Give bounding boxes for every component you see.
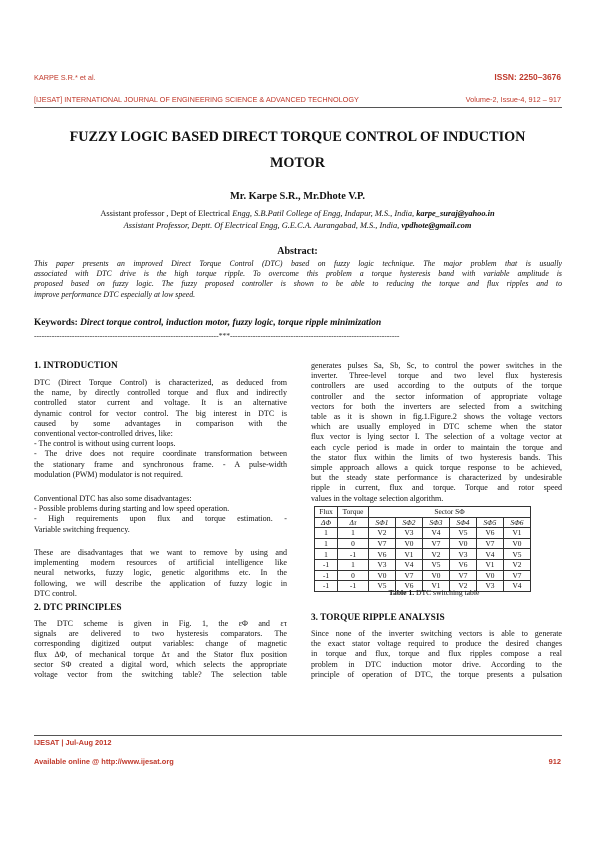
table-subheader: SΦ2 [396,517,423,528]
text-line: DTC control. [34,588,77,598]
keywords-text: Direct torque control, induction motor, fuzzy logic, torque ripple minimization [80,318,382,328]
table-header-sector: Sector SΦ [369,507,531,518]
table-cell: V4 [504,581,531,592]
volume-info: Volume-2, Issue-4, 912 – 917 [465,95,561,104]
table-cell: V5 [369,581,396,592]
title-line-2: MOTOR [270,155,325,171]
text-line: signals are delivered to two hysteresis comparators. The [34,629,287,639]
text-line: neural networks, fuzzy logic, genetic algorithms etc. In the [34,568,287,578]
text-line: controller and the sector information of appropriate voltage [311,391,562,401]
text-line: simple approach allows a quick torque response to be achieved, [311,463,562,473]
table-cell: 1 [338,528,369,539]
text-line: values in the voltage selection algorithm. [311,493,444,503]
keywords [34,318,381,328]
text-line: implementing modern resources of artificial intelligence like [34,558,287,568]
table-header-flux: Flux [315,507,338,518]
text-line: vectors for both the inverters are selected from a switching [311,401,562,411]
text-line: ripple in current, flux and torque. Torque and rotor speed [311,483,562,493]
text-line: which are usually employed in DTC scheme when the stator [311,422,562,432]
table-cell: -1 [315,581,338,592]
text-line: caused by some advantages in comparison with the [34,418,287,428]
email-link-1[interactable]: karpe_suraj@yahoo.in [416,209,495,218]
text-line: principle of operation of DTC, the torque presents a pulsation [311,669,562,679]
text-line: sector SΦ created a digital word, which selects the appropriate [34,659,287,669]
table-cell: V6 [396,581,423,592]
text-line: These are disadvantages that we want to remove by using and [34,548,287,557]
text-line: conventional vector-controlled drives, like: [34,429,173,439]
text-line: Variable switching frequency. [34,524,130,534]
table-row [315,538,531,549]
table-cell: V4 [423,528,450,539]
text-line: the exact stator voltage required to produce the desired changes [311,639,562,649]
text-line: following, we will describe the application of fuzzy logic in [34,578,287,588]
section-2-heading: 2. DTC PRINCIPLES [34,603,122,613]
section-1-heading: 1. INTRODUCTION [34,361,118,371]
table-cell: V6 [450,559,477,570]
text-line: inverter. Three-level torque and two level flux hysteresis [311,371,562,381]
table-cell: V2 [423,549,450,560]
text-line: controllers are used according to the outputs of the torque [311,381,562,391]
email-link-2[interactable]: vpdhote@gmail.com [401,221,472,230]
text-line: dynamic control for vector control. The big interest in DTC is [34,408,287,418]
table-cell: V0 [423,570,450,581]
text-line: generates pulses Sa, Sb, Sc, to control the power switches in the [311,361,562,370]
table-cell: V1 [477,559,504,570]
table-subheader: SΦ6 [504,517,531,528]
table-subheader: SΦ4 [450,517,477,528]
footer-issue: IJESAT | Jul-Aug 2012 [34,738,112,747]
table-cell: V4 [477,549,504,560]
abstract-line: proposed based on fuzzy logic. The fuzzy proposed controller is shown to be able to reducing the torque and flux ripples and to [34,279,562,289]
text-line: flux vector is lying sector I. The selection of a voltage vector at [311,432,562,442]
table-cell: V2 [504,559,531,570]
text-line: Since none of the inverter switching vectors is able to generate [311,629,562,638]
table-row [315,549,531,560]
table-cell: -1 [315,559,338,570]
affiliation-2 [30,221,565,230]
switching-table [314,506,531,592]
journal-name: [IJESAT] INTERNATIONAL JOURNAL OF ENGINEERING SCIENCE & ADVANCED TECHNOLOGY [34,95,359,104]
text-line: each cycle period is made in order to maintain the torque and [311,442,562,452]
keywords-label: Keywords: [34,318,81,328]
text-line: the name, by directly controlled torque and flux and indirectly [34,388,287,398]
text-line: - High requirements upon flux and torque estimation. - [34,514,287,524]
text-line: The DTC scheme is given in Fig. 1, the εΦ and ετ [34,619,287,628]
affiliation-2-dept: Assistant Professor, Deptt. Of Electrical Engg, G.E.C.A. Aurangabad, M.S., India, [123,221,402,230]
text-line: corresponding digitized output variables: change of magnetic [34,639,287,649]
table-cell: V0 [450,538,477,549]
table-cell: V0 [477,570,504,581]
table-cell: V1 [504,528,531,539]
table-cell: V6 [369,549,396,560]
table-cell: V7 [504,570,531,581]
text-line: in torque and flux, torque and flux ripples compose a real [311,649,562,659]
table-subheader: SΦ3 [423,517,450,528]
table-cell: V0 [396,538,423,549]
table-cell: V5 [450,528,477,539]
table-cell: V7 [450,570,477,581]
header-rule [34,107,562,108]
table-cell: V4 [396,559,423,570]
table-caption-text: DTC switching table [414,588,480,597]
section-1-para-3 [34,548,287,599]
text-line: modulation (PWM) modulator is not required. [34,469,183,479]
table-cell: 1 [315,538,338,549]
text-line: - Possible problems during starting and low speed operation. [34,504,230,514]
table-cell: V7 [396,570,423,581]
table-cell: V6 [477,528,504,539]
running-author: KARPE S.R.* et al. [34,73,96,82]
table-cell: V1 [423,581,450,592]
abstract-line: improve performance DTC especially at low speed. [34,289,196,299]
text-line: controlled stator current and voltage. It is an alternative [34,398,287,408]
section-3-body [311,629,562,680]
table-subheader: ΔΦ [315,517,338,528]
authors: Mr. Karpe S.R., Mr.Dhote V.P. [230,191,365,202]
table-cell: V0 [369,570,396,581]
table-cell: V7 [369,538,396,549]
text-line: but the steady state performance is characterized by undesirable [311,473,562,483]
table-cell: V3 [396,528,423,539]
table-cell: V3 [450,549,477,560]
table-cell: V2 [450,581,477,592]
section-2-body [34,619,287,680]
page-number: 912 [548,757,561,766]
title-line-1: FUZZY LOGIC BASED DIRECT TORQUE CONTROL OF INDUCTION [69,129,526,145]
table-cell: -1 [315,570,338,581]
abstract-line: associated with DTC drive is the high torque ripple. To overcome this problem a torque hysteresis band with variable amplitude is [34,269,562,279]
table-cell: V7 [423,538,450,549]
table-row [315,559,531,570]
table-cell: 1 [338,559,369,570]
footer-url[interactable]: Available online @ http://www.ijesat.org [34,757,174,766]
table-cell: -1 [338,581,369,592]
table-cell: V1 [396,549,423,560]
table-cell: 0 [338,570,369,581]
table-cell: -1 [338,549,369,560]
text-line: Conventional DTC has also some disadvantages: [34,494,192,503]
footer-rule [34,735,562,736]
text-line: flux ΔΦ, of mechanical torque Δτ and the Stator flux position [34,649,287,659]
table-header-torque: Torque [338,507,369,518]
text-line: DTC (Direct Torque Control) is characterized, as deduced from [34,378,287,387]
table-row [315,570,531,581]
abstract-body [34,259,562,300]
table-caption-label: Table 1. [388,588,415,597]
table-subheader: SΦ1 [369,517,396,528]
abstract-heading: Abstract: [277,246,318,257]
table-cell: V0 [504,538,531,549]
paper-title [30,124,565,176]
table-cell: 0 [338,538,369,549]
table-cell: V3 [477,581,504,592]
section-1-para-2 [34,494,287,535]
abstract-line: This paper presents an improved Direct Torque Control (DTC) based on fuzzy logic technique. The major problem that is usually [34,259,562,268]
section-separator: -------------------------------------------------------------------------***------------------------------------------------------------------- [34,331,400,340]
table-cell: V5 [423,559,450,570]
text-line: - The drive does not require coordinate transformation between [34,449,287,459]
table-cell: V5 [504,549,531,560]
table-subheader: SΦ5 [477,517,504,528]
table-caption [314,588,554,597]
text-line: the stator flux within the limits of two hysteresis bands. This [311,452,562,462]
text-line: problem in DTC induction motor drive. According to the [311,659,562,669]
text-line: - The control is without using current loops. [34,439,176,449]
table-row [315,528,531,539]
section-3-heading: 3. TORQUE RIPPLE ANALYSIS [311,613,445,623]
text-line: the stationary frame and synchronous frame. - A pulse-width [34,459,287,469]
affiliation-1-college: Engg, S.B.Patil College of Engg, Indapur, M.S., India, [232,209,417,218]
right-column-body [311,361,562,504]
text-line: voltage vector from the switching table? The selection table [34,670,287,680]
table-cell: V7 [477,538,504,549]
table-cell: 1 [315,549,338,560]
affiliation-1-dept: Assistant professor , Dept of Electrical [100,209,233,218]
section-1-para-1 [34,378,287,480]
table-subheader: Δτ [338,517,369,528]
text-line: table as it is shown in fig.1.Figure.2 shows the voltage vectors [311,412,562,422]
table-cell: 1 [315,528,338,539]
table-cell: V3 [369,559,396,570]
affiliation-1 [30,209,565,218]
table-cell: V2 [369,528,396,539]
issn: ISSN: 2250–3676 [494,72,561,82]
